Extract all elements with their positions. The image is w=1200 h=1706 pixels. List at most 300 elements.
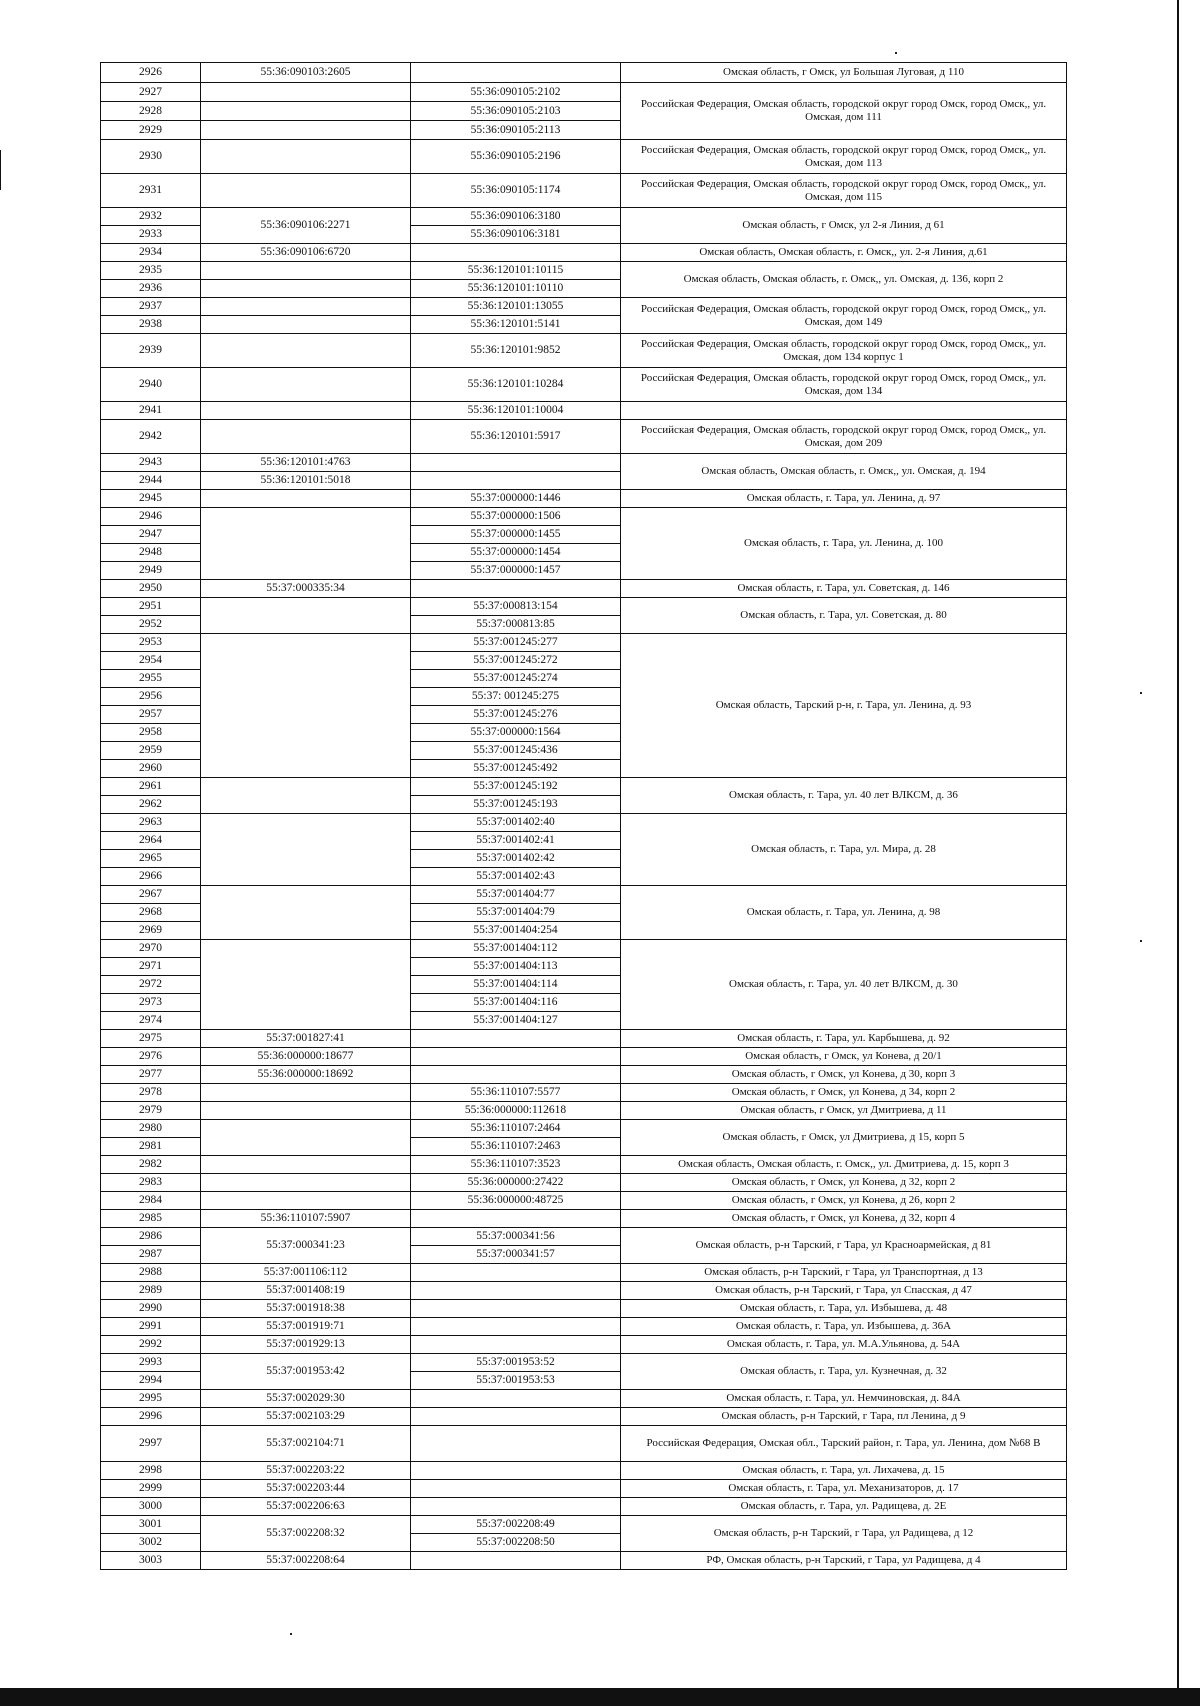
cadastral-number-cell (201, 1174, 411, 1192)
row-number-cell: 2988 (101, 1264, 201, 1282)
row-number-cell: 2948 (101, 544, 201, 562)
table-row (101, 1318, 1067, 1336)
address-cell: Омская область, Омская область, г. Омск,, ул. Омская, д. 136, корп 2 (621, 262, 1067, 298)
scan-edge-line-left (0, 150, 1, 190)
row-number-cell: 2946 (101, 508, 201, 526)
table-row (101, 174, 1067, 208)
table-row (101, 298, 1067, 316)
cadastral-table (100, 62, 1067, 1570)
related-cadastral-number-cell: 55:37: 001245:275 (411, 688, 621, 706)
related-cadastral-number-cell (411, 1048, 621, 1066)
address-cell: Омская область, Омская область, г. Омск,, ул. Дмитриева, д. 15, корп 3 (621, 1156, 1067, 1174)
cadastral-number-cell: 55:36:110107:5907 (201, 1210, 411, 1228)
cadastral-number-cell: 55:37:001919:71 (201, 1318, 411, 1336)
cadastral-number-cell: 55:37:000341:23 (201, 1228, 411, 1264)
cadastral-number-cell (201, 334, 411, 368)
related-cadastral-number-cell: 55:37:000341:56 (411, 1228, 621, 1246)
row-number-cell: 2981 (101, 1138, 201, 1156)
address-cell: Омская область, г. Тара, ул. Кузнечная, д. 32 (621, 1354, 1067, 1390)
table-row (101, 634, 1067, 652)
row-number-cell: 2977 (101, 1066, 201, 1084)
cadastral-number-cell (201, 490, 411, 508)
table-row (101, 508, 1067, 526)
address-cell: Омская область, г. Тара, ул. Ленина, д. 100 (621, 508, 1067, 580)
cadastral-number-cell: 55:37:000335:34 (201, 580, 411, 598)
related-cadastral-number-cell: 55:36:090105:2196 (411, 140, 621, 174)
related-cadastral-number-cell: 55:37:000813:85 (411, 616, 621, 634)
table-row (101, 1516, 1067, 1534)
table-row (101, 368, 1067, 402)
cadastral-number-cell (201, 508, 411, 580)
cadastral-number-cell: 55:36:090103:2605 (201, 63, 411, 83)
address-cell: Омская область, г Омск, ул Большая Луговая, д 110 (621, 63, 1067, 83)
address-cell: Омская область, р-н Тарский, г Тара, ул Красноармейская, д 81 (621, 1228, 1067, 1264)
cadastral-number-cell (201, 298, 411, 316)
row-number-cell: 2930 (101, 140, 201, 174)
related-cadastral-number-cell: 55:37:001404:112 (411, 940, 621, 958)
table-row (101, 244, 1067, 262)
scan-bottom-edge (0, 1688, 1200, 1706)
cadastral-number-cell (201, 598, 411, 634)
table-row (101, 420, 1067, 454)
row-number-cell: 2970 (101, 940, 201, 958)
table-row (101, 1120, 1067, 1138)
cadastral-number-cell: 55:37:002029:30 (201, 1390, 411, 1408)
row-number-cell: 2979 (101, 1102, 201, 1120)
cadastral-number-cell: 55:36:090106:2271 (201, 208, 411, 244)
row-number-cell: 2971 (101, 958, 201, 976)
scan-speck (1140, 940, 1142, 942)
cadastral-number-cell (201, 1120, 411, 1156)
related-cadastral-number-cell: 55:37:001245:192 (411, 778, 621, 796)
cadastral-number-cell: 55:36:000000:18677 (201, 1048, 411, 1066)
row-number-cell: 2934 (101, 244, 201, 262)
address-cell: Омская область, р-н Тарский, г Тара, ул Радищева, д 12 (621, 1516, 1067, 1552)
related-cadastral-number-cell: 55:37:001404:127 (411, 1012, 621, 1030)
table-row (101, 1228, 1067, 1246)
row-number-cell: 2978 (101, 1084, 201, 1102)
table-row (101, 1390, 1067, 1408)
table-row (101, 1336, 1067, 1354)
related-cadastral-number-cell (411, 1480, 621, 1498)
row-number-cell: 2976 (101, 1048, 201, 1066)
cadastral-number-cell (201, 262, 411, 280)
cadastral-number-cell: 55:37:001106:112 (201, 1264, 411, 1282)
related-cadastral-number-cell: 55:36:090105:1174 (411, 174, 621, 208)
row-number-cell: 2987 (101, 1246, 201, 1264)
row-number-cell: 2951 (101, 598, 201, 616)
cadastral-number-cell (201, 940, 411, 1030)
cadastral-number-cell: 55:37:001827:41 (201, 1030, 411, 1048)
related-cadastral-number-cell: 55:37:002208:50 (411, 1534, 621, 1552)
related-cadastral-number-cell (411, 1336, 621, 1354)
row-number-cell: 2989 (101, 1282, 201, 1300)
table-row (101, 402, 1067, 420)
row-number-cell: 2952 (101, 616, 201, 634)
row-number-cell: 2927 (101, 83, 201, 102)
table-row (101, 490, 1067, 508)
row-number-cell: 2935 (101, 262, 201, 280)
cadastral-number-cell: 55:37:002203:22 (201, 1462, 411, 1480)
cadastral-number-cell (201, 1102, 411, 1120)
related-cadastral-number-cell: 55:37:001404:254 (411, 922, 621, 940)
address-cell: Омская область, г. Тара, ул. Избышева, д. 36А (621, 1318, 1067, 1336)
cadastral-number-cell: 55:37:001953:42 (201, 1354, 411, 1390)
address-cell: Российская Федерация, Омская область, городской округ город Омск, город Омск,, ул. Омская, дом 115 (621, 174, 1067, 208)
address-cell: Омская область, г. Тара, ул. Радищева, д. 2Е (621, 1498, 1067, 1516)
related-cadastral-number-cell: 55:36:120101:10115 (411, 262, 621, 280)
table-row (101, 940, 1067, 958)
cadastral-number-cell (201, 402, 411, 420)
related-cadastral-number-cell: 55:37:000000:1455 (411, 526, 621, 544)
address-cell: Омская область, р-н Тарский, г Тара, ул Транспортная, д 13 (621, 1264, 1067, 1282)
cadastral-number-cell (201, 121, 411, 140)
table-row (101, 886, 1067, 904)
cadastral-number-cell: 55:37:002206:63 (201, 1498, 411, 1516)
related-cadastral-number-cell (411, 1552, 621, 1570)
related-cadastral-number-cell (411, 1264, 621, 1282)
address-cell: Омская область, г. Тара, ул. Избышева, д. 48 (621, 1300, 1067, 1318)
table-row (101, 1048, 1067, 1066)
address-cell: Омская область, г Омск, ул Конева, д 32, корп 2 (621, 1174, 1067, 1192)
address-cell (621, 402, 1067, 420)
address-cell: Российская Федерация, Омская область, городской округ город Омск, город Омск,, ул. Омская, дом 134 корпус 1 (621, 334, 1067, 368)
row-number-cell: 2973 (101, 994, 201, 1012)
row-number-cell: 2998 (101, 1462, 201, 1480)
related-cadastral-number-cell (411, 1066, 621, 1084)
table-row (101, 778, 1067, 796)
row-number-cell: 2928 (101, 102, 201, 121)
address-cell: Омская область, г. Тара, ул. Советская, д. 80 (621, 598, 1067, 634)
row-number-cell: 2992 (101, 1336, 201, 1354)
address-cell: Омская область, Тарский р-н, г. Тара, ул. Ленина, д. 93 (621, 634, 1067, 778)
table-row (101, 1066, 1067, 1084)
row-number-cell: 2949 (101, 562, 201, 580)
row-number-cell: 2955 (101, 670, 201, 688)
table-row (101, 334, 1067, 368)
related-cadastral-number-cell: 55:36:120101:9852 (411, 334, 621, 368)
table-row (101, 1210, 1067, 1228)
table-row (101, 1426, 1067, 1462)
address-cell: Российская Федерация, Омская область, городской округ город Омск, город Омск,, ул. Омская, дом 134 (621, 368, 1067, 402)
address-cell: Омская область, Омская область, г. Омск,, ул. Омская, д. 194 (621, 454, 1067, 490)
related-cadastral-number-cell: 55:36:110107:2464 (411, 1120, 621, 1138)
address-cell: Российская Федерация, Омская область, городской округ город Омск, город Омск,, ул. Омская, дом 113 (621, 140, 1067, 174)
row-number-cell: 2965 (101, 850, 201, 868)
address-cell: Омская область, г. Тара, ул. Мира, д. 28 (621, 814, 1067, 886)
table-row (101, 140, 1067, 174)
row-number-cell: 2945 (101, 490, 201, 508)
related-cadastral-number-cell (411, 1408, 621, 1426)
address-cell: Омская область, г. Тара, ул. Механизаторов, д. 17 (621, 1480, 1067, 1498)
related-cadastral-number-cell: 55:37:000813:154 (411, 598, 621, 616)
row-number-cell: 2929 (101, 121, 201, 140)
table-row (101, 814, 1067, 832)
table-row (101, 208, 1067, 226)
scan-edge-line-right (1177, 0, 1179, 1688)
row-number-cell: 2980 (101, 1120, 201, 1138)
table-row (101, 1462, 1067, 1480)
related-cadastral-number-cell: 55:37:001953:53 (411, 1372, 621, 1390)
row-number-cell: 3002 (101, 1534, 201, 1552)
row-number-cell: 2938 (101, 316, 201, 334)
related-cadastral-number-cell (411, 63, 621, 83)
row-number-cell: 2966 (101, 868, 201, 886)
cadastral-number-cell (201, 174, 411, 208)
row-number-cell: 2937 (101, 298, 201, 316)
related-cadastral-number-cell: 55:37:001404:79 (411, 904, 621, 922)
address-cell: Омская область, г Омск, ул Конева, д 32, корп 4 (621, 1210, 1067, 1228)
row-number-cell: 2959 (101, 742, 201, 760)
related-cadastral-number-cell (411, 580, 621, 598)
related-cadastral-number-cell: 55:36:000000:27422 (411, 1174, 621, 1192)
cadastral-number-cell (201, 634, 411, 778)
cadastral-number-cell (201, 368, 411, 402)
table-row (101, 1282, 1067, 1300)
cadastral-number-cell (201, 280, 411, 298)
cadastral-number-cell: 55:37:001918:38 (201, 1300, 411, 1318)
cadastral-number-cell: 55:37:002103:29 (201, 1408, 411, 1426)
row-number-cell: 2983 (101, 1174, 201, 1192)
row-number-cell: 2947 (101, 526, 201, 544)
row-number-cell: 2969 (101, 922, 201, 940)
related-cadastral-number-cell (411, 1282, 621, 1300)
row-number-cell: 2996 (101, 1408, 201, 1426)
related-cadastral-number-cell: 55:36:110107:3523 (411, 1156, 621, 1174)
address-cell: Омская область, г Омск, ул Конева, д 20/1 (621, 1048, 1067, 1066)
cadastral-number-cell: 55:36:120101:4763 (201, 454, 411, 472)
related-cadastral-number-cell (411, 1318, 621, 1336)
related-cadastral-number-cell: 55:37:001402:40 (411, 814, 621, 832)
related-cadastral-number-cell (411, 1426, 621, 1462)
table-row (101, 63, 1067, 83)
table-row (101, 1480, 1067, 1498)
cadastral-number-cell: 55:36:090106:6720 (201, 244, 411, 262)
related-cadastral-number-cell: 55:37:000000:1446 (411, 490, 621, 508)
row-number-cell: 3001 (101, 1516, 201, 1534)
row-number-cell: 2944 (101, 472, 201, 490)
row-number-cell: 2995 (101, 1390, 201, 1408)
related-cadastral-number-cell (411, 472, 621, 490)
row-number-cell: 2972 (101, 976, 201, 994)
address-cell: Омская область, г Омск, ул Конева, д 34, корп 2 (621, 1084, 1067, 1102)
address-cell: Российская Федерация, Омская область, городской округ город Омск, город Омск,, ул. Омская, дом 111 (621, 83, 1067, 140)
row-number-cell: 2953 (101, 634, 201, 652)
related-cadastral-number-cell: 55:37:001245:436 (411, 742, 621, 760)
related-cadastral-number-cell (411, 244, 621, 262)
related-cadastral-number-cell: 55:36:120101:10110 (411, 280, 621, 298)
row-number-cell: 3003 (101, 1552, 201, 1570)
address-cell: Российская Федерация, Омская область, городской округ город Омск, город Омск,, ул. Омская, дом 209 (621, 420, 1067, 454)
related-cadastral-number-cell: 55:36:090106:3181 (411, 226, 621, 244)
related-cadastral-number-cell (411, 454, 621, 472)
related-cadastral-number-cell: 55:37:000000:1454 (411, 544, 621, 562)
related-cadastral-number-cell: 55:37:001245:276 (411, 706, 621, 724)
address-cell: Омская область, г. Тара, ул. Немчиновская, д. 84А (621, 1390, 1067, 1408)
row-number-cell: 2968 (101, 904, 201, 922)
row-number-cell: 2950 (101, 580, 201, 598)
table-row (101, 1408, 1067, 1426)
related-cadastral-number-cell: 55:36:120101:13055 (411, 298, 621, 316)
related-cadastral-number-cell: 55:36:120101:10004 (411, 402, 621, 420)
related-cadastral-number-cell: 55:36:090105:2103 (411, 102, 621, 121)
row-number-cell: 2990 (101, 1300, 201, 1318)
row-number-cell: 2991 (101, 1318, 201, 1336)
row-number-cell: 2954 (101, 652, 201, 670)
cadastral-number-cell: 55:37:001408:19 (201, 1282, 411, 1300)
related-cadastral-number-cell: 55:37:000000:1457 (411, 562, 621, 580)
address-cell: Омская область, р-н Тарский, г Тара, ул Спасская, д 47 (621, 1282, 1067, 1300)
address-cell: Омская область, г. Тара, ул. 40 лет ВЛКСМ, д. 30 (621, 940, 1067, 1030)
row-number-cell: 2967 (101, 886, 201, 904)
scan-speck (290, 1633, 292, 1635)
address-cell: Российская Федерация, Омская область, городской округ город Омск, город Омск,, ул. Омская, дом 149 (621, 298, 1067, 334)
related-cadastral-number-cell: 55:36:090105:2102 (411, 83, 621, 102)
related-cadastral-number-cell: 55:37:001404:77 (411, 886, 621, 904)
table-row (101, 1300, 1067, 1318)
row-number-cell: 2926 (101, 63, 201, 83)
related-cadastral-number-cell: 55:37:001404:113 (411, 958, 621, 976)
cadastral-number-cell (201, 102, 411, 121)
row-number-cell: 2963 (101, 814, 201, 832)
row-number-cell: 2932 (101, 208, 201, 226)
row-number-cell: 2956 (101, 688, 201, 706)
related-cadastral-number-cell: 55:36:120101:10284 (411, 368, 621, 402)
related-cadastral-number-cell: 55:37:000000:1564 (411, 724, 621, 742)
row-number-cell: 2943 (101, 454, 201, 472)
address-cell: Омская область, г Омск, ул 2-я Линия, д 61 (621, 208, 1067, 244)
related-cadastral-number-cell: 55:37:001245:277 (411, 634, 621, 652)
address-cell: Омская область, г. Тара, ул. Ленина, д. 97 (621, 490, 1067, 508)
row-number-cell: 2958 (101, 724, 201, 742)
table-row (101, 1084, 1067, 1102)
row-number-cell: 2957 (101, 706, 201, 724)
address-cell: Омская область, г. Тара, ул. Ленина, д. 98 (621, 886, 1067, 940)
table-row (101, 580, 1067, 598)
cadastral-number-cell: 55:37:002203:44 (201, 1480, 411, 1498)
row-number-cell: 2974 (101, 1012, 201, 1030)
related-cadastral-number-cell: 55:36:000000:112618 (411, 1102, 621, 1120)
related-cadastral-number-cell (411, 1030, 621, 1048)
row-number-cell: 2960 (101, 760, 201, 778)
table-row (101, 1552, 1067, 1570)
related-cadastral-number-cell: 55:37:001245:492 (411, 760, 621, 778)
table-body (101, 63, 1067, 1570)
related-cadastral-number-cell: 55:37:001402:43 (411, 868, 621, 886)
related-cadastral-number-cell: 55:37:001402:41 (411, 832, 621, 850)
related-cadastral-number-cell: 55:37:002208:49 (411, 1516, 621, 1534)
address-cell: Омская область, Омская область, г. Омск,, ул. 2-я Линия, д.61 (621, 244, 1067, 262)
cadastral-number-cell (201, 83, 411, 102)
related-cadastral-number-cell: 55:36:110107:5577 (411, 1084, 621, 1102)
table-row (101, 1498, 1067, 1516)
related-cadastral-number-cell: 55:36:090106:3180 (411, 208, 621, 226)
row-number-cell: 2933 (101, 226, 201, 244)
related-cadastral-number-cell (411, 1300, 621, 1318)
table-row (101, 598, 1067, 616)
related-cadastral-number-cell (411, 1390, 621, 1408)
row-number-cell: 2985 (101, 1210, 201, 1228)
table-row (101, 1102, 1067, 1120)
related-cadastral-number-cell: 55:36:090105:2113 (411, 121, 621, 140)
related-cadastral-number-cell: 55:37:001404:116 (411, 994, 621, 1012)
row-number-cell: 2994 (101, 1372, 201, 1390)
row-number-cell: 2941 (101, 402, 201, 420)
row-number-cell: 2982 (101, 1156, 201, 1174)
address-cell: Омская область, г. Тара, ул. Лихачева, д. 15 (621, 1462, 1067, 1480)
cadastral-number-cell: 55:36:120101:5018 (201, 472, 411, 490)
cadastral-number-cell: 55:37:002208:64 (201, 1552, 411, 1570)
cadastral-number-cell (201, 778, 411, 814)
row-number-cell: 2942 (101, 420, 201, 454)
related-cadastral-number-cell: 55:36:000000:48725 (411, 1192, 621, 1210)
related-cadastral-number-cell (411, 1498, 621, 1516)
cadastral-number-cell: 55:37:002104:71 (201, 1426, 411, 1462)
row-number-cell: 2984 (101, 1192, 201, 1210)
cadastral-number-cell (201, 886, 411, 940)
address-cell: Омская область, г Омск, ул Конева, д 26, корп 2 (621, 1192, 1067, 1210)
related-cadastral-number-cell: 55:37:001953:52 (411, 1354, 621, 1372)
cadastral-number-cell (201, 814, 411, 886)
address-cell: Омская область, г. Тара, ул. М.А.Ульянова, д. 54А (621, 1336, 1067, 1354)
address-cell: Омская область, г. Тара, ул. Карбышева, д. 92 (621, 1030, 1067, 1048)
table-row (101, 1156, 1067, 1174)
cadastral-number-cell: 55:36:000000:18692 (201, 1066, 411, 1084)
related-cadastral-number-cell: 55:36:120101:5917 (411, 420, 621, 454)
address-cell: Российская Федерация, Омская обл., Тарский район, г. Тара, ул. Ленина, дом №68 В (621, 1426, 1067, 1462)
cadastral-number-cell: 55:37:001929:13 (201, 1336, 411, 1354)
table-row (101, 454, 1067, 472)
related-cadastral-number-cell (411, 1462, 621, 1480)
related-cadastral-number-cell: 55:37:000000:1506 (411, 508, 621, 526)
cadastral-number-cell (201, 1084, 411, 1102)
address-cell: Омская область, г. Тара, ул. Советская, д. 146 (621, 580, 1067, 598)
row-number-cell: 2997 (101, 1426, 201, 1462)
row-number-cell: 2936 (101, 280, 201, 298)
row-number-cell: 2986 (101, 1228, 201, 1246)
address-cell: РФ, Омская область, р-н Тарский, г Тара, ул Радищева, д 4 (621, 1552, 1067, 1570)
table-row (101, 262, 1067, 280)
row-number-cell: 2975 (101, 1030, 201, 1048)
address-cell: Омская область, г Омск, ул Дмитриева, д 15, корп 5 (621, 1120, 1067, 1156)
table-row (101, 1264, 1067, 1282)
related-cadastral-number-cell: 55:36:110107:2463 (411, 1138, 621, 1156)
table-row (101, 83, 1067, 102)
row-number-cell: 3000 (101, 1498, 201, 1516)
table-row (101, 1174, 1067, 1192)
related-cadastral-number-cell: 55:37:001245:272 (411, 652, 621, 670)
related-cadastral-number-cell: 55:37:001245:274 (411, 670, 621, 688)
row-number-cell: 2964 (101, 832, 201, 850)
cadastral-number-cell (201, 1156, 411, 1174)
cadastral-number-cell (201, 420, 411, 454)
related-cadastral-number-cell (411, 1210, 621, 1228)
row-number-cell: 2940 (101, 368, 201, 402)
table-row (101, 1030, 1067, 1048)
related-cadastral-number-cell: 55:37:000341:57 (411, 1246, 621, 1264)
cadastral-number-cell (201, 316, 411, 334)
row-number-cell: 2993 (101, 1354, 201, 1372)
related-cadastral-number-cell: 55:37:001404:114 (411, 976, 621, 994)
table-row (101, 1192, 1067, 1210)
row-number-cell: 2961 (101, 778, 201, 796)
row-number-cell: 2962 (101, 796, 201, 814)
address-cell: Омская область, г Омск, ул Дмитриева, д 11 (621, 1102, 1067, 1120)
cadastral-number-cell (201, 1192, 411, 1210)
related-cadastral-number-cell: 55:37:001402:42 (411, 850, 621, 868)
address-cell: Омская область, г Омск, ул Конева, д 30, корп 3 (621, 1066, 1067, 1084)
row-number-cell: 2999 (101, 1480, 201, 1498)
